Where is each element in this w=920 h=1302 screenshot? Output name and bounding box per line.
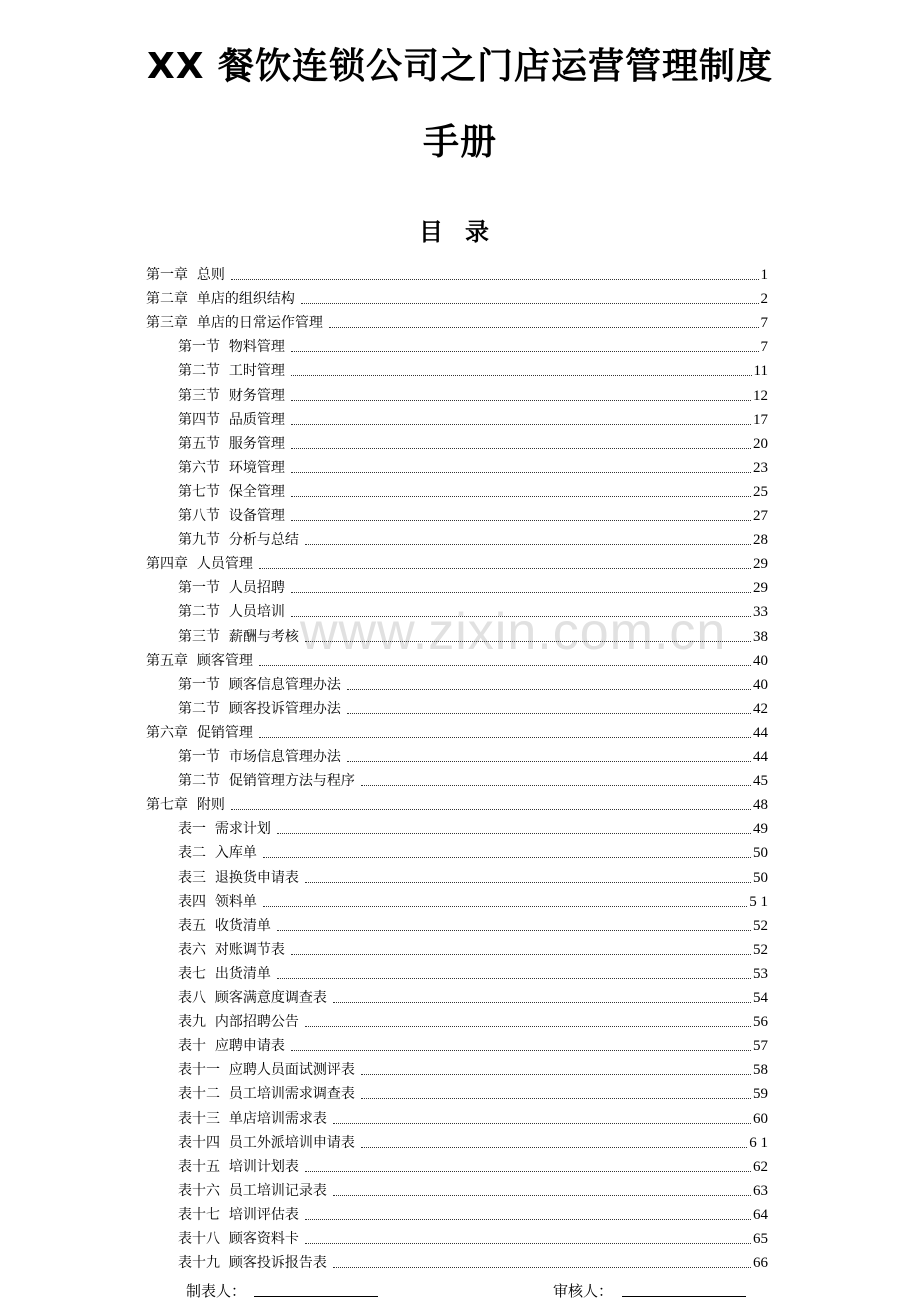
toc-entry[interactable] xyxy=(178,624,768,646)
toc-entry[interactable] xyxy=(146,262,768,284)
toc-entry-page: 11 xyxy=(753,363,768,380)
toc-leader-dots xyxy=(259,735,751,738)
toc-entry-label: 第一章 总则 xyxy=(146,267,225,283)
toc-entry-label: 第二节 工时管理 xyxy=(178,363,285,380)
toc-entry[interactable] xyxy=(178,1106,768,1128)
toc-leader-dots xyxy=(301,301,759,304)
toc-leader-dots xyxy=(291,952,751,955)
toc-entry-page: 49 xyxy=(753,821,768,838)
toc-leader-dots xyxy=(305,1024,751,1027)
toc-entry-page: 50 xyxy=(753,869,768,886)
toc-entry-page: 56 xyxy=(753,1014,768,1031)
toc-entry[interactable] xyxy=(178,599,768,621)
toc-entry[interactable] xyxy=(178,985,768,1007)
toc-entry[interactable] xyxy=(178,358,768,380)
toc-leader-dots xyxy=(263,904,747,907)
toc-entry-page: 59 xyxy=(753,1086,768,1103)
toc-leader-dots xyxy=(259,566,751,569)
toc-entry-page: 25 xyxy=(753,483,768,500)
toc-leader-dots xyxy=(305,639,751,642)
toc-entry-label: 表十 应聘申请表 xyxy=(178,1038,285,1055)
toc-leader-dots xyxy=(333,1193,751,1196)
toc-leader-dots xyxy=(277,976,751,979)
prepared-by-label: 制表人： xyxy=(186,1282,247,1300)
toc-entry-label: 表九 内部招聘公告 xyxy=(178,1014,299,1031)
toc-entry-label: 第二章 单店的组织结构 xyxy=(146,291,295,308)
toc-entry[interactable] xyxy=(146,720,768,742)
toc-entry[interactable] xyxy=(146,310,768,332)
toc-entry-page: 44 xyxy=(753,749,768,765)
toc-leader-dots xyxy=(291,470,751,473)
toc-leader-dots xyxy=(291,422,751,425)
toc-leader-dots xyxy=(291,494,751,497)
toc-leader-dots xyxy=(291,518,751,521)
prepared-by-signature-line xyxy=(254,1296,378,1297)
toc-entry-page: 28 xyxy=(753,532,768,549)
toc-leader-dots xyxy=(347,711,751,714)
toc-entry[interactable] xyxy=(178,334,768,356)
toc-entry[interactable] xyxy=(146,648,768,670)
toc-leader-dots xyxy=(305,1169,751,1172)
toc-entry-label: 第一节 市场信息管理办法 xyxy=(178,749,341,765)
toc-entry-page: 1 xyxy=(760,267,768,283)
toc-entry-label: 第四节 品质管理 xyxy=(178,411,285,428)
toc-entry-label: 表十七 培训评估表 xyxy=(178,1206,299,1223)
toc-entry[interactable] xyxy=(178,1250,768,1272)
toc-entry[interactable] xyxy=(178,1081,768,1103)
toc-entry[interactable] xyxy=(178,479,768,501)
toc-entry-page: 7 xyxy=(760,339,768,356)
toc-entry-page: 54 xyxy=(753,990,768,1006)
toc-leader-dots xyxy=(277,831,751,834)
toc-leader-dots xyxy=(231,277,759,280)
toc-entry[interactable] xyxy=(178,503,768,525)
toc-entry-label: 表六 对账调节表 xyxy=(178,941,285,958)
toc-leader-dots xyxy=(347,687,751,690)
toc-entry-label: 第二节 顾客投诉管理办法 xyxy=(178,700,341,717)
toc-entry[interactable] xyxy=(178,840,768,862)
toc-entry-label: 表十九 顾客投诉报告表 xyxy=(178,1255,327,1272)
toc-entry-page: 33 xyxy=(753,604,768,621)
toc-entry[interactable] xyxy=(178,455,768,477)
toc-entry[interactable] xyxy=(178,696,768,718)
toc-leader-dots xyxy=(333,1265,751,1268)
toc-leader-dots xyxy=(291,349,759,352)
document-title-line1: XX 餐饮连锁公司之门店运营管理制度 xyxy=(146,46,774,87)
toc-entry-label: 第三章 单店的日常运作管理 xyxy=(146,315,323,332)
toc-entry[interactable] xyxy=(178,407,768,429)
toc-entry-page: 2 xyxy=(760,291,768,308)
toc-entry[interactable] xyxy=(178,961,768,983)
toc-entry[interactable] xyxy=(178,1154,768,1176)
toc-entry-page: 63 xyxy=(753,1182,768,1199)
toc-leader-dots xyxy=(291,1048,751,1051)
toc-entry-page: 7 xyxy=(760,315,768,332)
toc-entry-page: 29 xyxy=(753,580,768,597)
toc-entry-label: 第二节 促销管理方法与程序 xyxy=(178,773,355,790)
toc-heading: 目录 xyxy=(419,218,511,246)
toc-entry[interactable] xyxy=(178,1202,768,1224)
toc-entry-label: 表十六 员工培训记录表 xyxy=(178,1182,327,1199)
toc-entry-label: 第三节 薪酬与考核 xyxy=(178,628,299,645)
toc-entry-page: 45 xyxy=(753,773,768,790)
toc-entry[interactable] xyxy=(178,1130,768,1152)
toc-entry[interactable] xyxy=(178,865,768,887)
toc-entry-label: 第六节 环境管理 xyxy=(178,459,285,476)
toc-entry[interactable] xyxy=(178,431,768,453)
toc-entry-label: 表十三 单店培训需求表 xyxy=(178,1110,327,1127)
toc-entry[interactable] xyxy=(146,792,768,814)
toc-entry-page: 66 xyxy=(753,1255,768,1272)
toc-entry-label: 第一节 顾客信息管理办法 xyxy=(178,676,341,693)
toc-leader-dots xyxy=(361,783,751,786)
toc-entry[interactable] xyxy=(178,1033,768,1055)
toc-leader-dots xyxy=(333,1000,751,1003)
toc-entry-page: 57 xyxy=(753,1038,768,1055)
toc-leader-dots xyxy=(361,1096,751,1099)
toc-entry-label: 表七 出货清单 xyxy=(178,965,271,982)
toc-leader-dots xyxy=(263,855,751,858)
toc-entry[interactable] xyxy=(178,1009,768,1031)
toc-leader-dots xyxy=(291,614,751,617)
toc-entry-page: 60 xyxy=(753,1110,768,1127)
toc-entry-page: 40 xyxy=(753,652,768,669)
toc-leader-dots xyxy=(333,1121,751,1124)
toc-entry-page: 5 1 xyxy=(749,893,768,910)
toc-leader-dots xyxy=(231,807,751,810)
toc-entry-page: 53 xyxy=(753,965,768,982)
toc-leader-dots xyxy=(291,446,751,449)
toc-entry-label: 第一节 人员招聘 xyxy=(178,580,285,597)
toc-leader-dots xyxy=(361,1072,751,1075)
toc-entry-page: 64 xyxy=(753,1206,768,1223)
toc-leader-dots xyxy=(305,542,751,545)
toc-leader-dots xyxy=(305,880,751,883)
toc-entry-page: 20 xyxy=(753,435,768,452)
watermark: www.zixin.com.cn xyxy=(300,603,727,661)
toc-entry-page: 40 xyxy=(753,676,768,693)
toc-entry-page: 65 xyxy=(753,1231,768,1247)
toc-entry[interactable] xyxy=(178,1178,768,1200)
toc-entry-label: 第六章 促销管理 xyxy=(146,724,253,741)
toc-entry[interactable] xyxy=(178,1226,768,1248)
toc-entry-label: 第七节 保全管理 xyxy=(178,483,285,500)
toc-leader-dots xyxy=(291,373,752,376)
toc-entry-label: 表十二 员工培训需求调查表 xyxy=(178,1086,355,1103)
toc-entry-label: 表八 顾客满意度调查表 xyxy=(178,990,327,1006)
toc-entry[interactable] xyxy=(178,913,768,935)
toc-entry-page: 62 xyxy=(753,1158,768,1175)
toc-entry-label: 第九节 分析与总结 xyxy=(178,532,299,549)
toc-entry-page: 12 xyxy=(753,387,768,404)
toc-leader-dots xyxy=(291,590,751,593)
toc-entry-page: 48 xyxy=(753,797,768,814)
toc-entry-label: 表一 需求计划 xyxy=(178,821,271,838)
toc-entry-label: 第五节 服务管理 xyxy=(178,435,285,452)
toc-entry-label: 第七章 附则 xyxy=(146,797,225,814)
toc-entry-page: 50 xyxy=(753,845,768,862)
toc-entry[interactable] xyxy=(178,744,768,766)
toc-entry-page: 42 xyxy=(753,700,768,717)
toc-entry-label: 表三 退换货申请表 xyxy=(178,869,299,886)
toc-entry-page: 58 xyxy=(753,1062,768,1079)
toc-entry-label: 第五章 顾客管理 xyxy=(146,652,253,669)
toc-entry[interactable] xyxy=(178,575,768,597)
toc-leader-dots xyxy=(291,398,751,401)
toc-entry[interactable] xyxy=(146,551,768,573)
reviewed-by-signature-line xyxy=(622,1296,746,1297)
toc-entry-label: 第一节 物料管理 xyxy=(178,339,285,356)
toc-entry-label: 第二节 人员培训 xyxy=(178,604,285,621)
toc-entry-page: 44 xyxy=(753,724,768,741)
toc-entry-page: 17 xyxy=(753,411,768,428)
toc-entry[interactable] xyxy=(178,768,768,790)
toc-entry-label: 第三节 财务管理 xyxy=(178,387,285,404)
toc-entry-label: 表十八 顾客资料卡 xyxy=(178,1231,299,1247)
toc-entry[interactable] xyxy=(178,672,768,694)
toc-entry-label: 表五 收货清单 xyxy=(178,917,271,934)
toc-entry[interactable] xyxy=(178,1057,768,1079)
toc-entry-page: 6 1 xyxy=(749,1134,768,1151)
document-title-line2: 手册 xyxy=(422,122,497,163)
toc-entry-page: 52 xyxy=(753,941,768,958)
toc-leader-dots xyxy=(277,928,751,931)
toc-entry-label: 第八节 设备管理 xyxy=(178,508,285,524)
toc-leader-dots xyxy=(305,1241,751,1244)
toc-leader-dots xyxy=(329,325,759,328)
toc-entry[interactable] xyxy=(178,937,768,959)
toc-entry-page: 27 xyxy=(753,508,768,524)
toc-entry-page: 52 xyxy=(753,917,768,934)
toc-entry-page: 23 xyxy=(753,459,768,476)
toc-leader-dots xyxy=(347,759,751,762)
toc-entry-label: 表十五 培训计划表 xyxy=(178,1158,299,1175)
toc-entry[interactable] xyxy=(178,383,768,405)
toc-leader-dots xyxy=(305,1217,751,1220)
toc-leader-dots xyxy=(361,1145,747,1148)
toc-entry[interactable] xyxy=(178,527,768,549)
toc-entry-page: 38 xyxy=(753,628,768,645)
toc-leader-dots xyxy=(259,663,751,666)
reviewed-by-label: 审核人： xyxy=(553,1282,614,1300)
toc-entry-label: 表十四 员工外派培训申请表 xyxy=(178,1134,355,1151)
toc-entry-label: 表二 入库单 xyxy=(178,845,257,862)
toc-entry[interactable] xyxy=(178,889,768,911)
toc-entry-label: 表十一 应聘人员面试测评表 xyxy=(178,1062,355,1079)
toc-entry[interactable] xyxy=(146,286,768,308)
toc-entry-label: 表四 领料单 xyxy=(178,893,257,910)
toc-entry-page: 29 xyxy=(753,556,768,573)
toc-entry-label: 第四章 人员管理 xyxy=(146,556,253,573)
toc-entry[interactable] xyxy=(178,816,768,838)
